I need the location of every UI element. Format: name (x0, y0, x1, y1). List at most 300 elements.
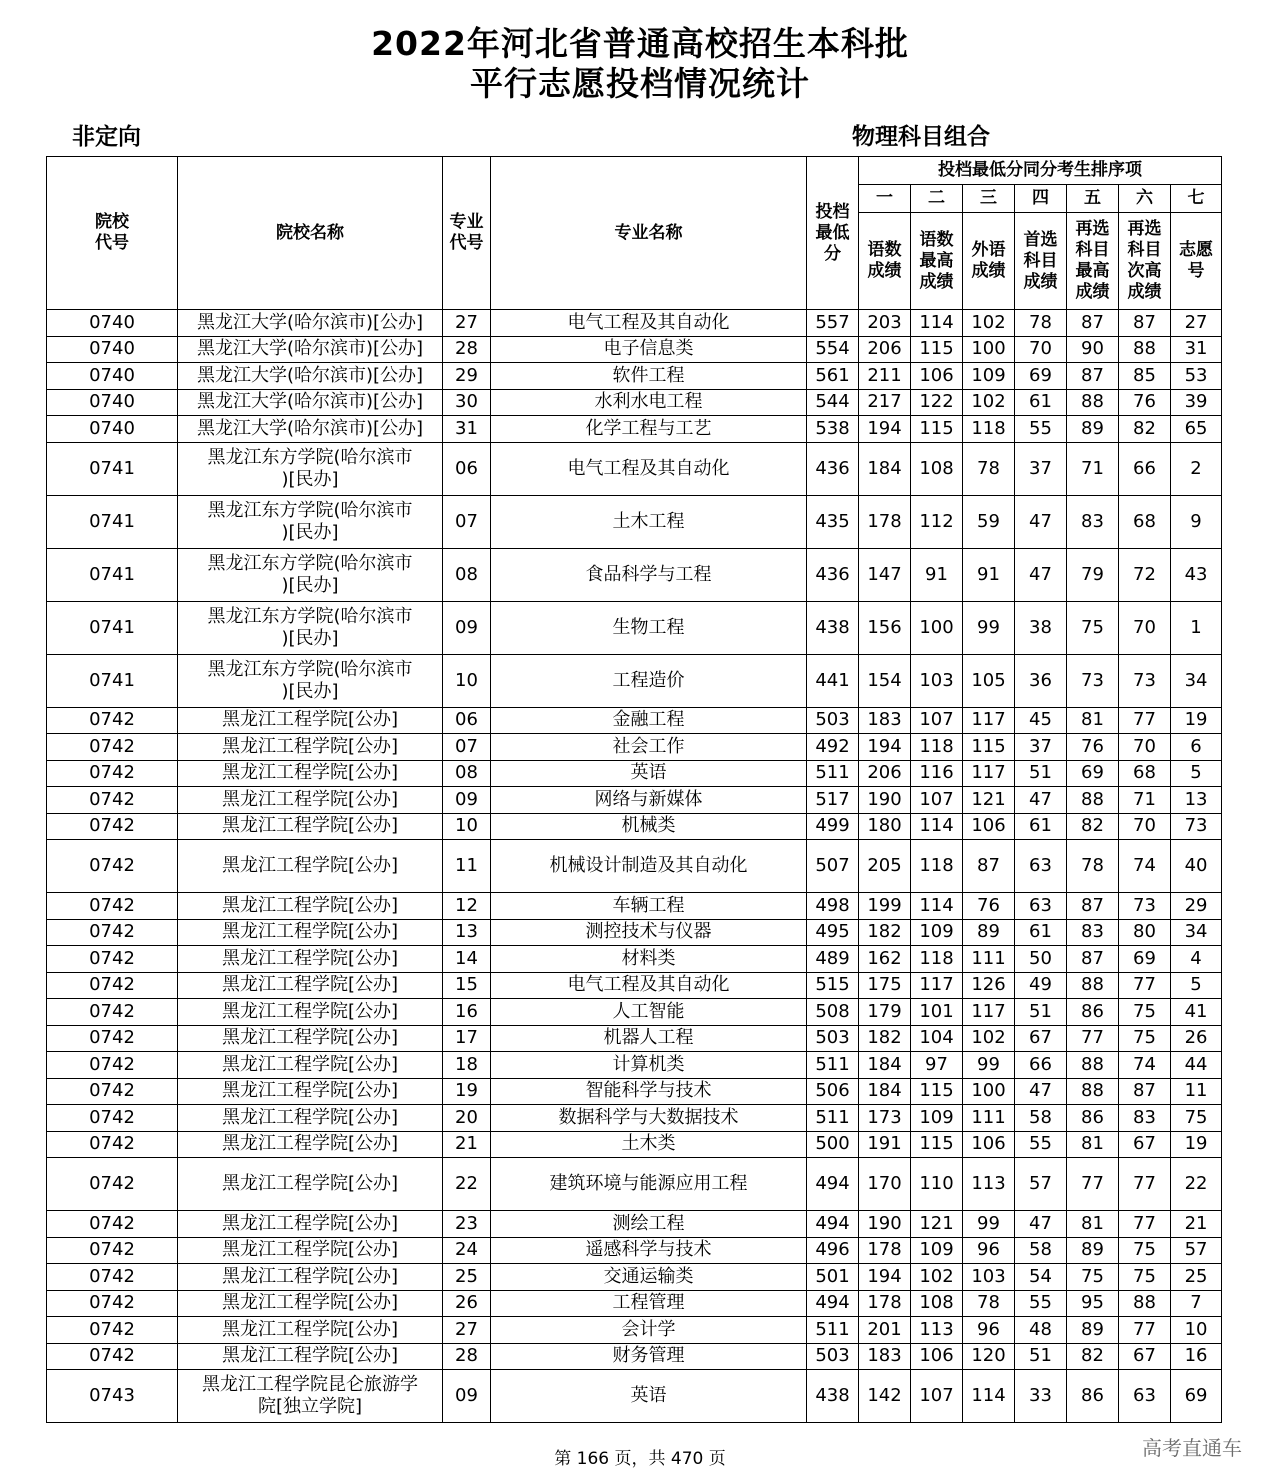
cell-major-code: 10 (443, 813, 491, 840)
cell-chinese-math-score: 178 (859, 1290, 911, 1317)
cell-choice-number: 41 (1171, 999, 1222, 1026)
cell-school-name: 黑龙江工程学院[公办] (178, 840, 443, 893)
header-order-5: 五 (1067, 185, 1119, 213)
cell-min-score: 517 (807, 787, 859, 814)
cell-second-subject-next: 76 (1119, 389, 1171, 416)
cell-chinese-math-max: 117 (911, 972, 963, 999)
cell-school-name: 黑龙江工程学院[公办] (178, 1290, 443, 1317)
cell-choice-number: 31 (1171, 336, 1222, 363)
cell-first-subject-score: 48 (1015, 1317, 1067, 1344)
cell-major-name: 食品科学与工程 (491, 548, 807, 601)
cell-school-code: 0741 (47, 495, 178, 548)
cell-foreign-lang-score: 99 (963, 1052, 1015, 1079)
cell-chinese-math-max: 122 (911, 389, 963, 416)
cell-foreign-lang-score: 96 (963, 1317, 1015, 1344)
cell-chinese-math-score: 170 (859, 1158, 911, 1211)
cell-second-subject-max: 78 (1067, 840, 1119, 893)
cell-second-subject-next: 75 (1119, 1025, 1171, 1052)
cell-school-code: 0741 (47, 654, 178, 707)
cell-foreign-lang-score: 106 (963, 813, 1015, 840)
cell-second-subject-next: 75 (1119, 1237, 1171, 1264)
cell-chinese-math-max: 108 (911, 442, 963, 495)
table-row (47, 919, 1222, 946)
cell-first-subject-score: 37 (1015, 734, 1067, 761)
cell-school-code: 0742 (47, 1131, 178, 1158)
cell-school-name: 黑龙江东方学院(哈尔滨市 )[民办] (178, 601, 443, 654)
cell-first-subject-score: 47 (1015, 1078, 1067, 1105)
cell-chinese-math-max: 116 (911, 760, 963, 787)
cell-min-score: 508 (807, 999, 859, 1026)
cell-second-subject-next: 73 (1119, 893, 1171, 920)
cell-major-code: 26 (443, 1290, 491, 1317)
table-row (47, 893, 1222, 920)
cell-chinese-math-max: 115 (911, 336, 963, 363)
cell-min-score: 499 (807, 813, 859, 840)
cell-choice-number: 13 (1171, 787, 1222, 814)
cell-min-score: 494 (807, 1211, 859, 1238)
cell-school-code: 0742 (47, 1343, 178, 1370)
cell-first-subject-score: 47 (1015, 787, 1067, 814)
cell-major-code: 25 (443, 1264, 491, 1291)
cell-min-score: 511 (807, 760, 859, 787)
cell-school-name: 黑龙江大学(哈尔滨市)[公办] (178, 389, 443, 416)
cell-foreign-lang-score: 120 (963, 1343, 1015, 1370)
cell-second-subject-max: 86 (1067, 1370, 1119, 1423)
table-row (47, 548, 1222, 601)
cell-chinese-math-max: 109 (911, 1237, 963, 1264)
cell-school-code: 0740 (47, 363, 178, 390)
cell-second-subject-next: 82 (1119, 416, 1171, 443)
cell-major-name: 生物工程 (491, 601, 807, 654)
cell-major-code: 15 (443, 972, 491, 999)
cell-min-score: 435 (807, 495, 859, 548)
cell-school-name: 黑龙江工程学院[公办] (178, 1237, 443, 1264)
table-row (47, 1264, 1222, 1291)
cell-chinese-math-score: 206 (859, 760, 911, 787)
cell-second-subject-next: 88 (1119, 336, 1171, 363)
cell-major-code: 10 (443, 654, 491, 707)
page-title: 2022年河北省普通高校招生本科批 (371, 24, 909, 63)
cell-chinese-math-score: 194 (859, 1264, 911, 1291)
cell-foreign-lang-score: 100 (963, 1078, 1015, 1105)
cell-school-name: 黑龙江东方学院(哈尔滨市 )[民办] (178, 442, 443, 495)
cell-school-name: 黑龙江工程学院[公办] (178, 893, 443, 920)
cell-second-subject-max: 88 (1067, 1052, 1119, 1079)
cell-second-subject-max: 87 (1067, 893, 1119, 920)
cell-second-subject-next: 74 (1119, 840, 1171, 893)
cell-second-subject-max: 88 (1067, 1078, 1119, 1105)
cell-school-code: 0742 (47, 840, 178, 893)
cell-school-name: 黑龙江工程学院[公办] (178, 1264, 443, 1291)
cell-second-subject-max: 87 (1067, 946, 1119, 973)
cell-chinese-math-max: 102 (911, 1264, 963, 1291)
cell-min-score: 492 (807, 734, 859, 761)
cell-foreign-lang-score: 121 (963, 787, 1015, 814)
cell-foreign-lang-score: 100 (963, 336, 1015, 363)
cell-choice-number: 40 (1171, 840, 1222, 893)
cell-foreign-lang-score: 111 (963, 1105, 1015, 1132)
cell-foreign-lang-score: 89 (963, 919, 1015, 946)
cell-foreign-lang-score: 59 (963, 495, 1015, 548)
cell-chinese-math-score: 201 (859, 1317, 911, 1344)
cell-school-name: 黑龙江大学(哈尔滨市)[公办] (178, 336, 443, 363)
cell-second-subject-next: 70 (1119, 734, 1171, 761)
cell-first-subject-score: 66 (1015, 1052, 1067, 1079)
cell-choice-number: 2 (1171, 442, 1222, 495)
cell-chinese-math-max: 100 (911, 601, 963, 654)
cell-first-subject-score: 58 (1015, 1237, 1067, 1264)
cell-school-name: 黑龙江东方学院(哈尔滨市 )[民办] (178, 495, 443, 548)
cell-min-score: 544 (807, 389, 859, 416)
cell-major-code: 06 (443, 707, 491, 734)
cell-major-code: 08 (443, 548, 491, 601)
cell-min-score: 511 (807, 1105, 859, 1132)
cell-chinese-math-score: 147 (859, 548, 911, 601)
cell-school-code: 0742 (47, 734, 178, 761)
cell-chinese-math-score: 162 (859, 946, 911, 973)
cell-first-subject-score: 61 (1015, 813, 1067, 840)
cell-chinese-math-score: 178 (859, 1237, 911, 1264)
cell-chinese-math-max: 115 (911, 1131, 963, 1158)
cell-major-name: 土木工程 (491, 495, 807, 548)
cell-chinese-math-max: 107 (911, 787, 963, 814)
cell-major-name: 数据科学与大数据技术 (491, 1105, 807, 1132)
page-footer: 第 166 页，共 470 页 (554, 1449, 726, 1469)
cell-chinese-math-max: 118 (911, 840, 963, 893)
cell-second-subject-next: 72 (1119, 548, 1171, 601)
cell-school-code: 0742 (47, 707, 178, 734)
table-row (47, 363, 1222, 390)
table-row (47, 787, 1222, 814)
cell-first-subject-score: 55 (1015, 1290, 1067, 1317)
cell-foreign-lang-score: 117 (963, 707, 1015, 734)
table-row (47, 1317, 1222, 1344)
cell-chinese-math-score: 191 (859, 1131, 911, 1158)
table-row (47, 416, 1222, 443)
cell-min-score: 500 (807, 1131, 859, 1158)
cell-choice-number: 43 (1171, 548, 1222, 601)
cell-major-code: 30 (443, 389, 491, 416)
cell-second-subject-next: 83 (1119, 1105, 1171, 1132)
cell-second-subject-next: 80 (1119, 919, 1171, 946)
cell-major-name: 测控技术与仪器 (491, 919, 807, 946)
cell-second-subject-next: 77 (1119, 972, 1171, 999)
cell-choice-number: 16 (1171, 1343, 1222, 1370)
cell-chinese-math-score: 178 (859, 495, 911, 548)
cell-min-score: 503 (807, 1343, 859, 1370)
cell-school-code: 0742 (47, 1317, 178, 1344)
cell-major-name: 电气工程及其自动化 (491, 442, 807, 495)
cell-second-subject-next: 87 (1119, 1078, 1171, 1105)
cell-first-subject-score: 47 (1015, 548, 1067, 601)
table-row (47, 707, 1222, 734)
cell-min-score: 489 (807, 946, 859, 973)
cell-second-subject-max: 89 (1067, 1237, 1119, 1264)
cell-choice-number: 27 (1171, 310, 1222, 337)
cell-school-name: 黑龙江工程学院昆仑旅游学 院[独立学院] (178, 1370, 443, 1423)
cell-chinese-math-score: 203 (859, 310, 911, 337)
cell-second-subject-next: 77 (1119, 707, 1171, 734)
cell-foreign-lang-score: 103 (963, 1264, 1015, 1291)
table-header (47, 157, 1222, 310)
cell-school-name: 黑龙江工程学院[公办] (178, 999, 443, 1026)
cell-school-code: 0742 (47, 760, 178, 787)
cell-foreign-lang-score: 106 (963, 1131, 1015, 1158)
cell-second-subject-max: 89 (1067, 1317, 1119, 1344)
cell-major-code: 09 (443, 787, 491, 814)
cell-foreign-lang-score: 114 (963, 1370, 1015, 1423)
cell-second-subject-next: 70 (1119, 813, 1171, 840)
cell-major-name: 智能科学与技术 (491, 1078, 807, 1105)
cell-first-subject-score: 51 (1015, 999, 1067, 1026)
cell-chinese-math-max: 103 (911, 654, 963, 707)
cell-second-subject-max: 86 (1067, 999, 1119, 1026)
cell-school-code: 0741 (47, 442, 178, 495)
cell-chinese-math-max: 106 (911, 363, 963, 390)
cell-chinese-math-score: 194 (859, 416, 911, 443)
cell-second-subject-next: 63 (1119, 1370, 1171, 1423)
cell-major-name: 交通运输类 (491, 1264, 807, 1291)
cell-school-name: 黑龙江工程学院[公办] (178, 760, 443, 787)
cell-school-name: 黑龙江东方学院(哈尔滨市 )[民办] (178, 548, 443, 601)
cell-major-code: 17 (443, 1025, 491, 1052)
cell-major-name: 电气工程及其自动化 (491, 310, 807, 337)
cell-school-name: 黑龙江东方学院(哈尔滨市 )[民办] (178, 654, 443, 707)
header-item-5: 再选 科目 最高 成绩 (1067, 213, 1119, 310)
cell-major-name: 测绘工程 (491, 1211, 807, 1238)
cell-first-subject-score: 51 (1015, 760, 1067, 787)
cell-choice-number: 69 (1171, 1370, 1222, 1423)
header-school-name: 院校名称 (178, 157, 443, 310)
cell-min-score: 561 (807, 363, 859, 390)
cell-min-score: 506 (807, 1078, 859, 1105)
cell-first-subject-score: 57 (1015, 1158, 1067, 1211)
cell-min-score: 496 (807, 1237, 859, 1264)
cell-choice-number: 65 (1171, 416, 1222, 443)
cell-foreign-lang-score: 99 (963, 1211, 1015, 1238)
header-item-4: 首选 科目 成绩 (1015, 213, 1067, 310)
cell-chinese-math-score: 206 (859, 336, 911, 363)
cell-choice-number: 5 (1171, 760, 1222, 787)
cell-major-code: 27 (443, 310, 491, 337)
category-label: 非定向 (72, 124, 141, 150)
cell-major-code: 16 (443, 999, 491, 1026)
cell-chinese-math-max: 107 (911, 1370, 963, 1423)
cell-second-subject-max: 83 (1067, 495, 1119, 548)
cell-major-code: 07 (443, 734, 491, 761)
cell-min-score: 498 (807, 893, 859, 920)
cell-second-subject-max: 81 (1067, 1211, 1119, 1238)
cell-chinese-math-score: 156 (859, 601, 911, 654)
cell-school-code: 0742 (47, 787, 178, 814)
cell-first-subject-score: 45 (1015, 707, 1067, 734)
cell-foreign-lang-score: 102 (963, 389, 1015, 416)
cell-second-subject-next: 73 (1119, 654, 1171, 707)
cell-chinese-math-max: 109 (911, 1105, 963, 1132)
cell-school-code: 0742 (47, 1052, 178, 1079)
table-row (47, 972, 1222, 999)
cell-second-subject-max: 79 (1067, 548, 1119, 601)
cell-second-subject-max: 88 (1067, 972, 1119, 999)
cell-choice-number: 29 (1171, 893, 1222, 920)
cell-second-subject-max: 77 (1067, 1025, 1119, 1052)
cell-second-subject-next: 77 (1119, 1211, 1171, 1238)
cell-second-subject-next: 68 (1119, 760, 1171, 787)
cell-major-name: 工程造价 (491, 654, 807, 707)
cell-chinese-math-score: 190 (859, 787, 911, 814)
cell-foreign-lang-score: 102 (963, 310, 1015, 337)
header-tiebreak-group: 投档最低分同分考生排序项 (859, 157, 1222, 185)
cell-first-subject-score: 67 (1015, 1025, 1067, 1052)
cell-foreign-lang-score: 111 (963, 946, 1015, 973)
cell-choice-number: 7 (1171, 1290, 1222, 1317)
cell-school-name: 黑龙江工程学院[公办] (178, 1052, 443, 1079)
cell-second-subject-max: 88 (1067, 389, 1119, 416)
cell-chinese-math-max: 121 (911, 1211, 963, 1238)
cell-school-code: 0740 (47, 336, 178, 363)
header-order-1: 一 (859, 185, 911, 213)
cell-second-subject-max: 75 (1067, 601, 1119, 654)
cell-second-subject-max: 76 (1067, 734, 1119, 761)
table-row (47, 760, 1222, 787)
cell-second-subject-next: 77 (1119, 1317, 1171, 1344)
cell-chinese-math-score: 211 (859, 363, 911, 390)
cell-chinese-math-score: 194 (859, 734, 911, 761)
cell-second-subject-max: 81 (1067, 707, 1119, 734)
cell-chinese-math-max: 106 (911, 1343, 963, 1370)
cell-second-subject-next: 68 (1119, 495, 1171, 548)
cell-major-code: 31 (443, 416, 491, 443)
cell-chinese-math-max: 118 (911, 734, 963, 761)
cell-school-name: 黑龙江工程学院[公办] (178, 972, 443, 999)
cell-chinese-math-score: 199 (859, 893, 911, 920)
cell-second-subject-max: 89 (1067, 416, 1119, 443)
cell-choice-number: 57 (1171, 1237, 1222, 1264)
cell-chinese-math-max: 113 (911, 1317, 963, 1344)
cell-first-subject-score: 55 (1015, 1131, 1067, 1158)
cell-first-subject-score: 69 (1015, 363, 1067, 390)
cell-second-subject-max: 71 (1067, 442, 1119, 495)
cell-min-score: 507 (807, 840, 859, 893)
cell-second-subject-next: 66 (1119, 442, 1171, 495)
cell-major-code: 13 (443, 919, 491, 946)
table-row (47, 1158, 1222, 1211)
cell-major-code: 06 (443, 442, 491, 495)
cell-major-name: 机器人工程 (491, 1025, 807, 1052)
page-subtitle-title: 平行志愿投档情况统计 (470, 64, 810, 103)
cell-choice-number: 19 (1171, 1131, 1222, 1158)
cell-foreign-lang-score: 78 (963, 1290, 1015, 1317)
cell-second-subject-next: 77 (1119, 1158, 1171, 1211)
cell-major-code: 09 (443, 1370, 491, 1423)
cell-major-code: 19 (443, 1078, 491, 1105)
cell-school-name: 黑龙江工程学院[公办] (178, 1131, 443, 1158)
cell-second-subject-next: 70 (1119, 601, 1171, 654)
cell-foreign-lang-score: 105 (963, 654, 1015, 707)
cell-chinese-math-score: 175 (859, 972, 911, 999)
cell-min-score: 441 (807, 654, 859, 707)
cell-major-name: 网络与新媒体 (491, 787, 807, 814)
cell-chinese-math-max: 110 (911, 1158, 963, 1211)
cell-first-subject-score: 61 (1015, 389, 1067, 416)
cell-second-subject-max: 83 (1067, 919, 1119, 946)
cell-school-code: 0742 (47, 1078, 178, 1105)
cell-major-name: 金融工程 (491, 707, 807, 734)
cell-school-code: 0742 (47, 946, 178, 973)
cell-foreign-lang-score: 115 (963, 734, 1015, 761)
table-row (47, 946, 1222, 973)
cell-school-code: 0743 (47, 1370, 178, 1423)
cell-school-name: 黑龙江工程学院[公办] (178, 946, 443, 973)
cell-foreign-lang-score: 91 (963, 548, 1015, 601)
cell-chinese-math-max: 107 (911, 707, 963, 734)
table-row (47, 999, 1222, 1026)
cell-major-name: 社会工作 (491, 734, 807, 761)
cell-choice-number: 10 (1171, 1317, 1222, 1344)
cell-min-score: 501 (807, 1264, 859, 1291)
cell-min-score: 511 (807, 1052, 859, 1079)
cell-second-subject-next: 74 (1119, 1052, 1171, 1079)
cell-chinese-math-score: 142 (859, 1370, 911, 1423)
cell-major-code: 21 (443, 1131, 491, 1158)
cell-first-subject-score: 33 (1015, 1370, 1067, 1423)
cell-choice-number: 4 (1171, 946, 1222, 973)
cell-school-name: 黑龙江工程学院[公办] (178, 1343, 443, 1370)
cell-first-subject-score: 55 (1015, 416, 1067, 443)
cell-foreign-lang-score: 102 (963, 1025, 1015, 1052)
cell-foreign-lang-score: 87 (963, 840, 1015, 893)
cell-chinese-math-max: 114 (911, 813, 963, 840)
cell-major-name: 人工智能 (491, 999, 807, 1026)
cell-min-score: 557 (807, 310, 859, 337)
cell-choice-number: 34 (1171, 919, 1222, 946)
cell-school-code: 0742 (47, 1158, 178, 1211)
cell-school-name: 黑龙江工程学院[公办] (178, 813, 443, 840)
cell-choice-number: 1 (1171, 601, 1222, 654)
cell-foreign-lang-score: 118 (963, 416, 1015, 443)
header-item-2: 语数 最高 成绩 (911, 213, 963, 310)
cell-first-subject-score: 36 (1015, 654, 1067, 707)
header-item-1: 语数 成绩 (859, 213, 911, 310)
cell-first-subject-score: 58 (1015, 1105, 1067, 1132)
cell-school-code: 0742 (47, 1264, 178, 1291)
cell-first-subject-score: 51 (1015, 1343, 1067, 1370)
table-row (47, 840, 1222, 893)
table-row (47, 813, 1222, 840)
cell-major-code: 28 (443, 336, 491, 363)
cell-major-code: 29 (443, 363, 491, 390)
header-item-3: 外语 成绩 (963, 213, 1015, 310)
table-row (47, 1105, 1222, 1132)
cell-chinese-math-score: 180 (859, 813, 911, 840)
cell-school-code: 0742 (47, 893, 178, 920)
cell-first-subject-score: 70 (1015, 336, 1067, 363)
cell-school-name: 黑龙江工程学院[公办] (178, 1078, 443, 1105)
cell-first-subject-score: 37 (1015, 442, 1067, 495)
cell-school-name: 黑龙江工程学院[公办] (178, 1317, 443, 1344)
cell-school-code: 0740 (47, 416, 178, 443)
cell-major-code: 20 (443, 1105, 491, 1132)
cell-chinese-math-max: 97 (911, 1052, 963, 1079)
cell-school-name: 黑龙江工程学院[公办] (178, 919, 443, 946)
cell-school-code: 0741 (47, 548, 178, 601)
cell-school-code: 0742 (47, 813, 178, 840)
cell-school-name: 黑龙江工程学院[公办] (178, 787, 443, 814)
cell-second-subject-max: 81 (1067, 1131, 1119, 1158)
cell-first-subject-score: 47 (1015, 495, 1067, 548)
cell-school-name: 黑龙江工程学院[公办] (178, 1105, 443, 1132)
cell-choice-number: 39 (1171, 389, 1222, 416)
